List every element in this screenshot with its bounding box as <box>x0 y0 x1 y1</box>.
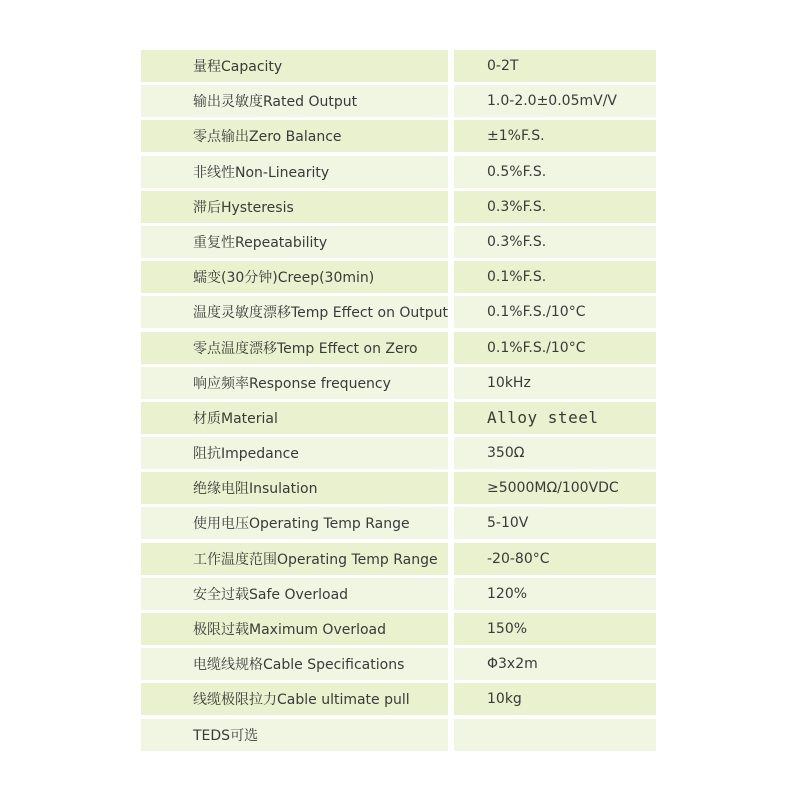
param-cell: 输出灵敏度Rated Output <box>141 85 448 117</box>
value-cell: 10kg <box>454 683 656 715</box>
value-cell: 0.3%F.S. <box>454 191 656 223</box>
value-cell: 10kHz <box>454 367 656 399</box>
table-row <box>141 719 656 751</box>
value-cell: 0.1%F.S. <box>454 261 656 293</box>
param-cell: 响应频率Response frequency <box>141 367 448 399</box>
param-cell: 滞后Hysteresis <box>141 191 448 223</box>
table-row <box>141 472 656 504</box>
value-cell: 1.0-2.0±0.05mV/V <box>454 85 656 117</box>
param-cell: 零点温度漂移Temp Effect on Zero <box>141 332 448 364</box>
param-cell: 重复性Repeatability <box>141 226 448 258</box>
param-cell: 线缆极限拉力Cable ultimate pull <box>141 683 448 715</box>
spec-table <box>141 50 656 754</box>
table-row <box>141 683 656 715</box>
value-cell: -20-80°C <box>454 543 656 575</box>
table-row <box>141 156 656 188</box>
table-row <box>141 437 656 469</box>
value-cell: 0.5%F.S. <box>454 156 656 188</box>
param-cell: 使用电压Operating Temp Range <box>141 507 448 539</box>
value-cell: 0.3%F.S. <box>454 226 656 258</box>
value-cell: 150% <box>454 613 656 645</box>
param-cell: 电缆线规格Cable Specifications <box>141 648 448 680</box>
value-cell: 5-10V <box>454 507 656 539</box>
value-cell: Alloy steel <box>454 402 656 434</box>
table-row <box>141 613 656 645</box>
table-row <box>141 367 656 399</box>
table-row <box>141 85 656 117</box>
table-row <box>141 402 656 434</box>
value-cell: ±1%F.S. <box>454 120 656 152</box>
param-cell: 材质Material <box>141 402 448 434</box>
param-cell: 量程Capacity <box>141 50 448 82</box>
value-cell: 0.1%F.S./10°C <box>454 332 656 364</box>
value-cell: 0-2T <box>454 50 656 82</box>
param-cell: 绝缘电阻Insulation <box>141 472 448 504</box>
table-row <box>141 296 656 328</box>
table-row <box>141 578 656 610</box>
table-row <box>141 261 656 293</box>
param-cell: 工作温度范围Operating Temp Range <box>141 543 448 575</box>
param-cell: 蠕变(30分钟)Creep(30min) <box>141 261 448 293</box>
value-cell: 350Ω <box>454 437 656 469</box>
param-cell: 零点输出Zero Balance <box>141 120 448 152</box>
param-cell: 极限过载Maximum Overload <box>141 613 448 645</box>
table-row <box>141 50 656 82</box>
value-cell: ≥5000MΩ/100VDC <box>454 472 656 504</box>
table-row <box>141 332 656 364</box>
table-row <box>141 120 656 152</box>
table-row <box>141 648 656 680</box>
param-cell: 安全过载Safe Overload <box>141 578 448 610</box>
param-cell: 非线性Non-Linearity <box>141 156 448 188</box>
value-cell: 120% <box>454 578 656 610</box>
value-cell: Φ3x2m <box>454 648 656 680</box>
value-cell: 0.1%F.S./10°C <box>454 296 656 328</box>
table-row <box>141 226 656 258</box>
table-row <box>141 543 656 575</box>
value-cell <box>454 719 656 751</box>
table-row <box>141 191 656 223</box>
table-row <box>141 507 656 539</box>
param-cell: 温度灵敏度漂移Temp Effect on Output <box>141 296 448 328</box>
param-cell: 阻抗Impedance <box>141 437 448 469</box>
param-cell: TEDS可选 <box>141 719 448 751</box>
